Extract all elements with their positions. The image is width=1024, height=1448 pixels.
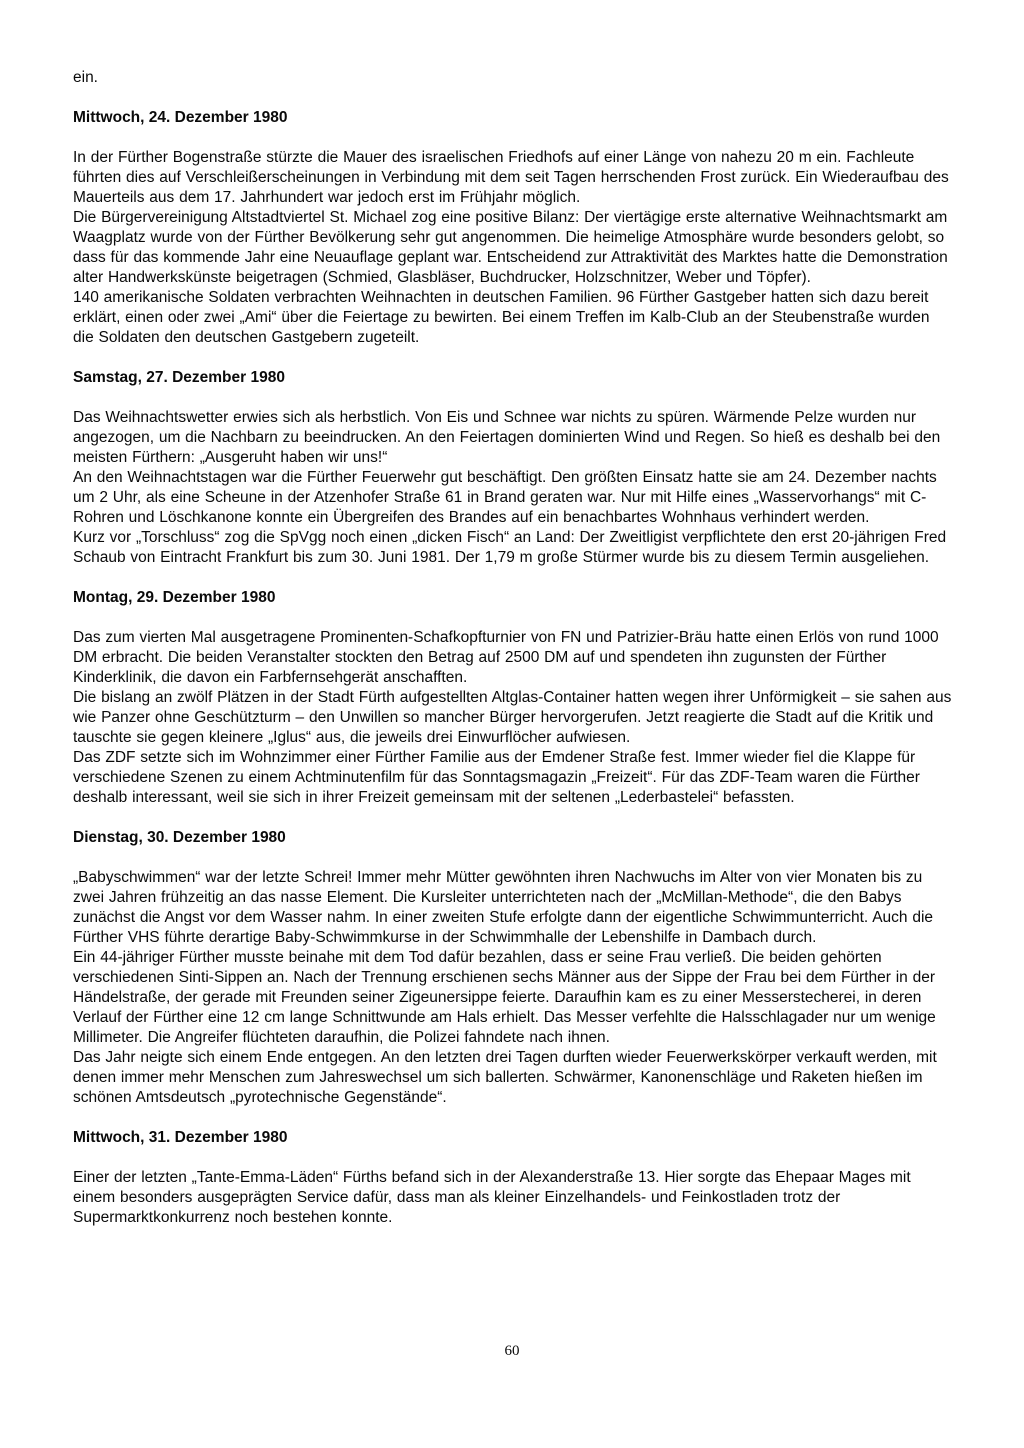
paragraph: Das Weihnachtswetter erwies sich als herbstlich. Von Eis und Schnee war nichts zu spüren. Wärmende Pelze wurden nur angezogen, um die Nachbarn zu beeindrucken. An den Feiertagen dominierten Wind und Regen. So hieß es deshalb bei den meisten Fürthern: „Ausgeruht haben wir uns!“ [73, 409, 941, 466]
section-heading-dec-24: Mittwoch, 24. Dezember 1980 [73, 109, 288, 126]
paragraph: An den Weihnachtstagen war die Fürther Feuerwehr gut beschäftigt. Den größten Einsatz hatte sie am 24. Dezember nachts um 2 Uhr, als eine Scheune in der Atzenhofer Straße 61 in Brand geraten war. Nur mit Hilfe eines „Wasservorhangs“ mit C-Rohren und Löschkanone konnte ein Übergreifen des Brandes auf ein benachbartes Wohnhaus verhindert werden. [73, 469, 937, 526]
section-heading-dec-31: Mittwoch, 31. Dezember 1980 [73, 1129, 288, 1146]
paragraph: 140 amerikanische Soldaten verbrachten Weihnachten in deutschen Familien. 96 Fürther Gastgeber hatten sich dazu bereit erklärt, einen oder zwei „Ami“ über die Feiertage zu bewirten. Bei einem Treffen im Kalb-Club an der Steubenstraße wurden die Soldaten den deutschen Gastgebern zugeteilt. [73, 289, 930, 346]
paragraph: In der Fürther Bogenstraße stürzte die Mauer des israelischen Friedhofs auf einer Länge von nahezu 20 m ein. Fachleute führten dies auf Verschleißerscheinungen in Verbindung mit dem seit Tagen herrschenden Frost zurück. Ein Wiederaufbau des Mauerteils aus dem 17. Jahrhundert war jedoch erst im Frühjahr möglich. [73, 149, 949, 206]
page-body [73, 68, 953, 1228]
section-dec-31 [73, 1128, 953, 1228]
paragraph: Das zum vierten Mal ausgetragene Prominenten-Schafkopfturnier von FN und Patrizier-Bräu hatte einen Erlös von rund 1000 DM erbracht. Die beiden Veranstalter stockten den Betrag auf 2500 DM auf und spendeten ihn zugunsten der Fürther Kinderklinik, die davon ein Farbfernsehgerät anschafften. [73, 629, 939, 686]
section-heading-dec-29: Montag, 29. Dezember 1980 [73, 589, 276, 606]
section-dec-24 [73, 108, 953, 348]
section-dec-29 [73, 588, 953, 808]
section-dec-27 [73, 368, 953, 568]
paragraph: Die bislang an zwölf Plätzen in der Stadt Fürth aufgestellten Altglas-Container hatten wegen ihrer Unförmigkeit – sie sahen aus wie Panzer ohne Geschützturm – den Unwillen so mancher Bürger hervorgerufen. Jetzt reagierte die Stadt auf die Kritik und tauschte sie gegen kleinere „Iglus“ aus, die jeweils drei Einwurflöcher aufwiesen. [73, 689, 952, 746]
paragraph: Das Jahr neigte sich einem Ende entgegen. An den letzten drei Tagen durften wieder Feuerwerkskörper verkauft werden, mit denen immer mehr Menschen zum Jahreswechsel um sich ballerten. Schwärmer, Kanonenschläge und Raketen hießen im schönen Amtsdeutsch „pyrotechnische Gegenstände“. [73, 1049, 937, 1106]
paragraph: Ein 44-jähriger Fürther musste beinahe mit dem Tod dafür bezahlen, dass er seine Frau verließ. Die beiden gehörten verschiedenen Sinti-Sippen an. Nach der Trennung erschienen sechs Männer aus der Sippe der Frau bei dem Fürther in der Händelstraße, der gerade mit Freunden seiner Zigeunersippe feierte. Daraufhin kam es zu einer Messerstecherei, in deren Verlauf der Fürther eine 12 cm lange Schnittwunde am Hals erhielt. Das Messer verfehlte die Halsschlagader nur um wenige Millimeter. Die Angreifer flüchteten daraufhin, die Polizei fahndete nach ihnen. [73, 949, 936, 1046]
section-heading-dec-27: Samstag, 27. Dezember 1980 [73, 369, 285, 386]
section-dec-30 [73, 828, 953, 1108]
section-heading-dec-30: Dienstag, 30. Dezember 1980 [73, 829, 286, 846]
paragraph: Kurz vor „Torschluss“ zog die SpVgg noch einen „dicken Fisch“ an Land: Der Zweitligist verpflichtete den erst 20-jährigen Fred Schaub von Eintracht Frankfurt bis zum 30. Juni 1981. Der 1,79 m große Stürmer wurde bis zu diesem Termin ausgeliehen. [73, 529, 947, 566]
page-number: 60 [504, 1343, 520, 1359]
paragraph: Die Bürgervereinigung Altstadtviertel St. Michael zog eine positive Bilanz: Der viertägige erste alternative Weihnachtsmarkt am Waagplatz wurde von der Fürther Bevölkerung sehr gut angenommen. Die heimelige Atmosphäre wurde besonders gelobt, so dass für das kommende Jahr eine Neuauflage geplant war. Entscheidend zur Attraktivität des Marktes hatte die Demonstration alter Handwerkskünste beigetragen (Schmied, Glasbläser, Buchdrucker, Holzschnitzer, Weber und Töpfer). [73, 209, 948, 286]
paragraph: Das ZDF setzte sich im Wohnzimmer einer Fürther Familie aus der Emdener Straße fest. Immer wieder fiel die Klappe für verschiedene Szenen zu einem Achtminutenfilm für das Sonntagsmagazin „Freizeit“. Für das ZDF-Team waren die Fürther deshalb interessant, weil sie sich in ihrer Freizeit gemeinsam mit der seltenen „Lederbastelei“ befassten. [73, 749, 920, 806]
paragraph: „Babyschwimmen“ war der letzte Schrei! Immer mehr Mütter gewöhnten ihren Nachwuchs im Alter von vier Monaten bis zu zwei Jahren frühzeitig an das nasse Element. Die Kursleiter unterrichteten nach der „McMillan-Methode“, die den Babys zunächst die Angst vor dem Wasser nahm. In einer zweiten Stufe erfolgte dann der eigentliche Schwimmunterricht. Auch die Fürther VHS führte derartige Baby-Schwimmkurse in der Schwimmhalle der Lebenshilfe in Dambach durch. [73, 869, 934, 946]
paragraph: Einer der letzten „Tante-Emma-Läden“ Fürths befand sich in der Alexanderstraße 13. Hier sorgte das Ehepaar Mages mit einem besonders ausgeprägten Service dafür, dass man als kleiner Einzelhandels- und Feinkostladen trotz der Supermarktkonkurrenz noch bestehen konnte. [73, 1169, 911, 1226]
continuation-text: ein. [73, 69, 98, 86]
